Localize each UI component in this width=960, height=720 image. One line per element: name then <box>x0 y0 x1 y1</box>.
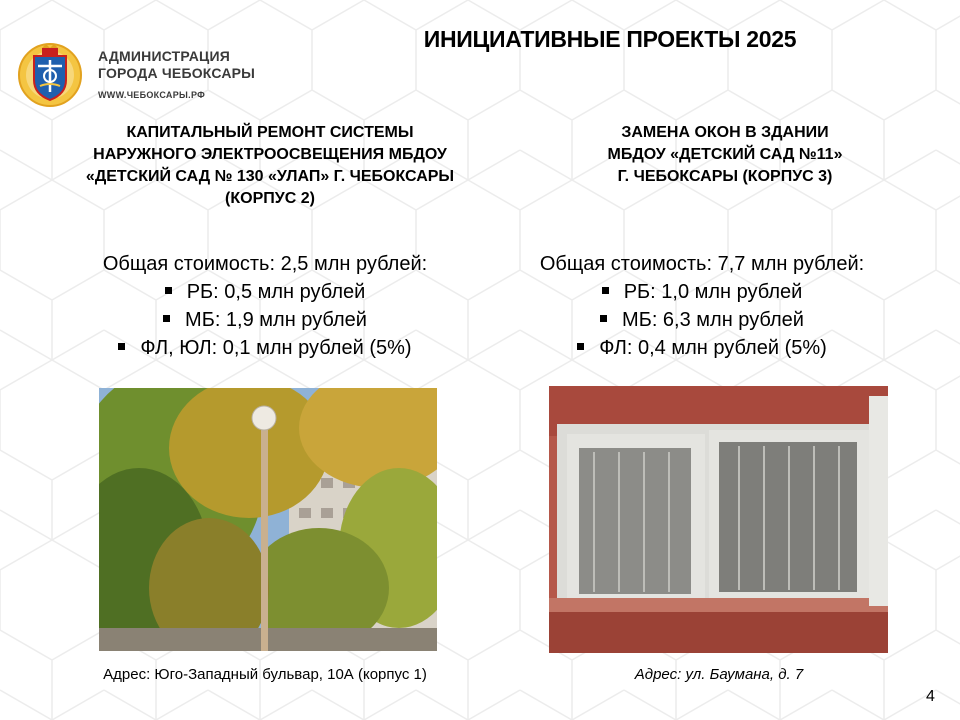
project-1-title-line: НАРУЖНОГО ЭЛЕКТРООСВЕЩЕНИЯ МБДОУ <box>93 146 447 163</box>
project-2-cost <box>492 250 912 362</box>
project-2-address: Адрес: ул. Баумана, д. 7 <box>634 666 804 683</box>
org-name-line-1: АДМИНИСТРАЦИЯ <box>98 48 230 64</box>
org-name-line-2: ГОРОДА ЧЕБОКСАРЫ <box>98 65 256 81</box>
cost-item: ФЛ: 0,4 млн рублей (5%) <box>492 334 912 362</box>
page-number: 4 <box>926 688 935 705</box>
cost-item: ФЛ, ЮЛ: 0,1 млн рублей (5%) <box>30 334 500 362</box>
slide-title: ИНИЦИАТИВНЫЕ ПРОЕКТЫ 2025 <box>423 26 797 52</box>
square-bullet-icon <box>118 343 125 350</box>
square-bullet-icon <box>577 343 584 350</box>
org-website: WWW.ЧЕБОКСАРЫ.РФ <box>98 90 206 100</box>
old-window-photo <box>549 386 888 653</box>
project-1-title-line: «ДЕТСКИЙ САД № 130 «УЛАП» Г. ЧЕБОКСАРЫ <box>85 168 455 185</box>
project-1-cost <box>30 250 500 362</box>
street-lamp-photo <box>99 388 437 651</box>
cost-item: РБ: 0,5 млн рублей <box>30 278 500 306</box>
project-1-total-cost: Общая стоимость: 2,5 млн рублей: <box>102 253 428 275</box>
coat-of-arms-logo <box>16 42 84 108</box>
project-2-title-line: Г. ЧЕБОКСАРЫ (КОРПУС 3) <box>617 168 833 185</box>
project-1-title-line: КАПИТАЛЬНЫЙ РЕМОНТ СИСТЕМЫ <box>126 124 414 141</box>
project-2-title <box>500 122 950 188</box>
project-1-title <box>30 122 510 210</box>
cost-item: МБ: 6,3 млн рублей <box>492 306 912 334</box>
project-1-title-line: (КОРПУС 2) <box>225 190 315 207</box>
square-bullet-icon <box>602 287 609 294</box>
project-2-title-line: МБДОУ «ДЕТСКИЙ САД №11» <box>607 146 843 163</box>
square-bullet-icon <box>165 287 172 294</box>
square-bullet-icon <box>600 315 607 322</box>
project-2-total-cost: Общая стоимость: 7,7 млн рублей: <box>539 253 865 275</box>
project-2-cost-breakdown <box>492 278 912 362</box>
project-2-title-line: ЗАМЕНА ОКОН В ЗДАНИИ <box>621 124 829 141</box>
organization-name <box>98 48 255 100</box>
cost-item: МБ: 1,9 млн рублей <box>30 306 500 334</box>
square-bullet-icon <box>163 315 170 322</box>
cost-item: РБ: 1,0 млн рублей <box>492 278 912 306</box>
project-1-cost-breakdown <box>30 278 500 362</box>
project-1-address: Адрес: Юго-Западный бульвар, 10А (корпус 1) <box>103 666 427 683</box>
